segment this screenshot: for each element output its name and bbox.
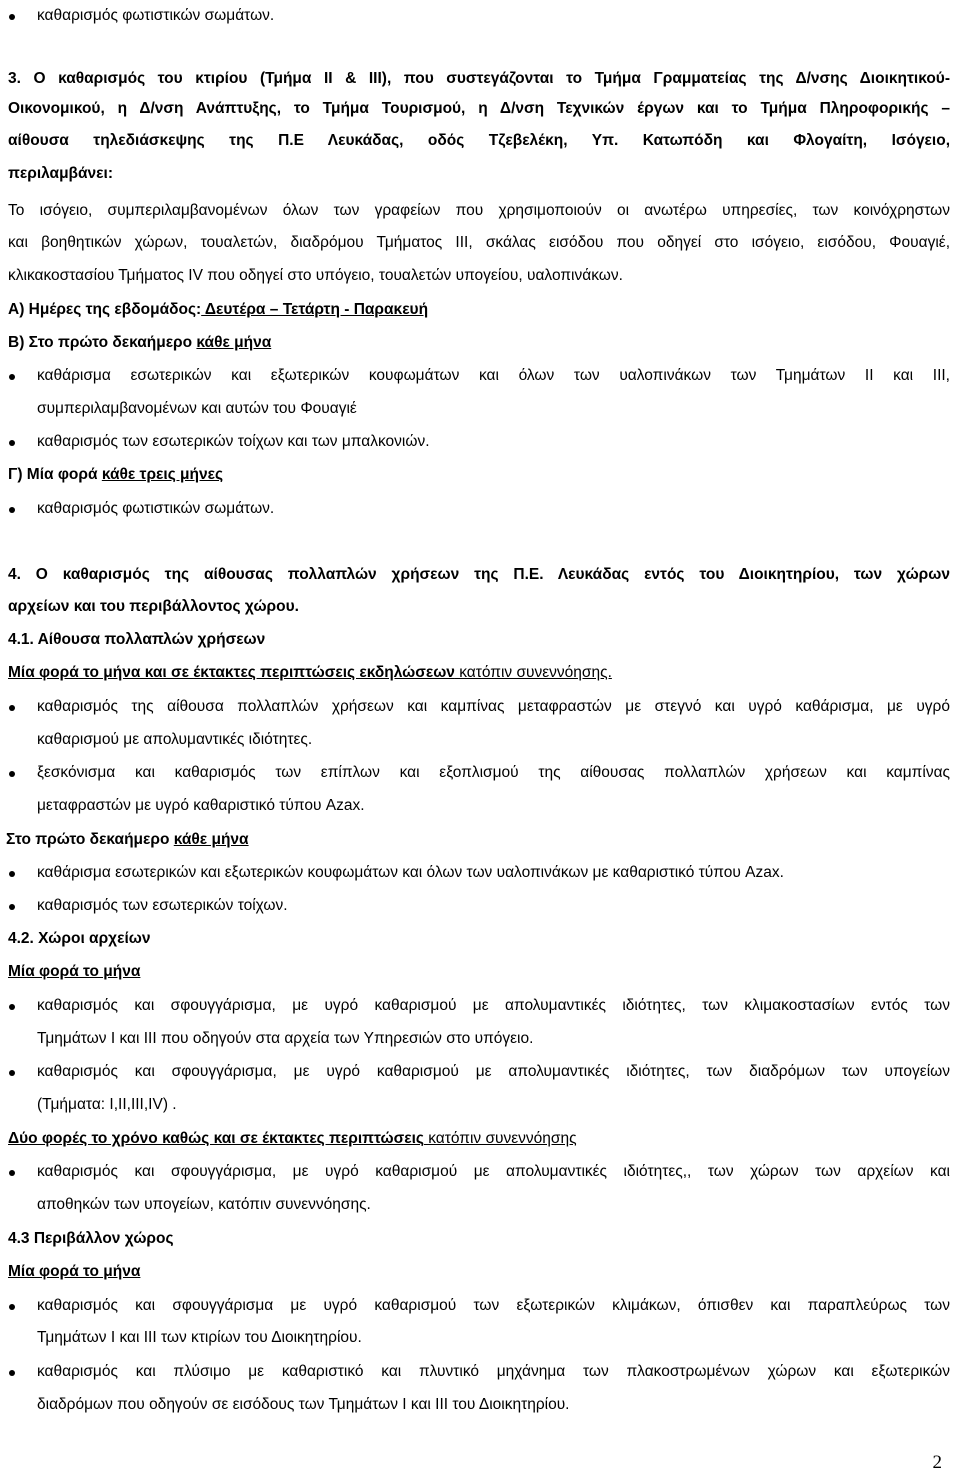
- bullet-icon: [9, 705, 15, 711]
- schedule-c-label: Γ) Μία φορά: [8, 466, 102, 483]
- frequency-label: Μία φορά το μήνα και σε έκτακτες περιπτώσεις εκδηλώσεων: [8, 664, 455, 681]
- list-item-continuation: Τμημάτων Ι και ΙΙΙ που οδηγούν στα αρχεία των Υπηρεσιών στο υπόγειο.: [37, 1030, 534, 1047]
- bullet-icon: [9, 771, 15, 777]
- list-item-continuation: (Τμήματα: Ι,ΙΙ,ΙΙΙ,ΙV) .: [37, 1096, 177, 1113]
- schedule-c-period: κάθε τρεις μήνες: [101, 466, 224, 483]
- list-item-continuation: αποθηκών των υπογείων, κατόπιν συνεννόησης.: [37, 1196, 371, 1213]
- page-number: 2: [932, 1452, 942, 1473]
- section-4-2-frequency-2: [8, 1129, 950, 1149]
- section-3-heading-line-2: Οικονομικού, η Δ/νση Ανάπτυξης, το Τμήμα Τουρισμού, η Δ/νση Τεχνικών έργων και το Τμήμα Πληροφορικής –: [8, 100, 950, 117]
- schedule-b-period: κάθε μήνα: [196, 334, 272, 351]
- bullet-icon: [9, 14, 15, 20]
- section-3-heading-line-3: αίθουσα τηλεδιάσκεψης της Π.Ε Λευκάδας, οδός Τζεβελέκη, Υπ. Κατωπόδη και Φλογαίτη, Ισόγειο,: [8, 132, 950, 149]
- list-item: καθαρισμός φωτιστικών σωμάτων.: [37, 500, 275, 517]
- bullet-icon: [9, 904, 15, 910]
- bullet-icon: [9, 374, 15, 380]
- schedule-b-heading: [8, 333, 950, 353]
- section-4-1-sub-heading: [6, 830, 950, 850]
- list-item-continuation: καθαρισμού με απολυμαντικές ιδιότητες.: [37, 731, 313, 748]
- schedule-a-heading: [8, 300, 950, 320]
- schedule-a-days: Δευτέρα – Τετάρτη - Παρακευή: [201, 301, 429, 318]
- schedule-a-label: Α) Ημέρες της εβδομάδος:: [8, 301, 202, 318]
- frequency-label: Δύο φορές το χρόνο καθώς και σε έκτακτες περιπτώσεις: [8, 1130, 424, 1147]
- list-item: καθαρισμός και σφουγγάρισμα, με υγρό καθαρισμού με απολυμαντικές ιδιότητες,, των χώρων των αρχείων και: [37, 1163, 950, 1180]
- section-4-heading-line-2: αρχείων και του περιβάλλοντος χώρου.: [8, 598, 299, 615]
- bullet-icon: [9, 1004, 15, 1010]
- section-4-1-frequency: [8, 663, 950, 683]
- sub-heading-label: Στο πρώτο δεκαήμερο: [6, 831, 174, 848]
- list-item: ξεσκόνισμα και καθαρισμός των επίπλων και εξοπλισμού της αίθουσας πολλαπλών χρήσεων και καμπίνας: [37, 764, 950, 781]
- list-item: καθαρισμός και σφουγγάρισμα, με υγρό καθαρισμού με απολυμαντικές ιδιότητες, των κλιμακοστασίων εντός των: [37, 997, 950, 1014]
- list-item: καθαρισμός και σφουγγάρισμα, με υγρό καθαρισμού με απολυμαντικές ιδιότητες, των διαδρόμων των υπογείων: [37, 1063, 950, 1080]
- bullet-icon: [9, 1070, 15, 1076]
- section-4-1-title: 4.1. Αίθουσα πολλαπλών χρήσεων: [8, 631, 266, 648]
- list-item: καθαρισμός των εσωτερικών τοίχων και των μπαλκονιών.: [37, 433, 430, 450]
- bullet-icon: [9, 1370, 15, 1376]
- section-3-heading-line-1: 3. Ο καθαρισμός του κτιρίου (Τμήμα ΙΙ & ΙΙΙ), που συστεγάζονται το Τμήμα Γραμματείας της Δ/νσης Διοικητικού-: [8, 70, 950, 87]
- list-item-continuation: Τμημάτων Ι και ΙΙΙ των κτιρίων του Διοικητηρίου.: [37, 1329, 362, 1346]
- list-item: καθαρισμός και σφουγγάρισμα με υγρό καθαρισμού των εξωτερικών κλιμάκων, όπισθεν και παραπλεύρως των: [37, 1297, 950, 1314]
- frequency-note: κατόπιν συνεννόησης: [423, 1130, 577, 1147]
- schedule-b-label: Β) Στο πρώτο δεκαήμερο: [8, 334, 197, 351]
- bullet-icon: [9, 1304, 15, 1310]
- list-item-continuation: διαδρόμων που οδηγούν σε εισόδους των Τμημάτων Ι και ΙΙΙ του Διοικητηρίου.: [37, 1396, 570, 1413]
- section-4-heading-line-1: 4. Ο καθαρισμός της αίθουσας πολλαπλών χρήσεων της Π.Ε. Λευκάδας εντός του Διοικητηρίου, των χώρων: [8, 566, 950, 583]
- bullet-icon: [9, 440, 15, 446]
- sub-heading-period: κάθε μήνα: [173, 831, 249, 848]
- list-item-continuation: μεταφραστών με υγρό καθαριστικό τύπου Azax.: [37, 797, 365, 814]
- list-item: καθαρισμός φωτιστικών σωμάτων.: [37, 7, 275, 24]
- section-4-2-title: 4.2. Χώροι αρχείων: [8, 930, 151, 947]
- bullet-icon: [9, 871, 15, 877]
- bullet-icon: [9, 1170, 15, 1176]
- section-4-2-frequency: Μία φορά το μήνα: [8, 963, 141, 980]
- section-3-heading-line-4: περιλαμβάνει:: [8, 165, 113, 182]
- list-item: καθάρισμα εσωτερικών και εξωτερικών κουφωμάτων και όλων των υαλοπινάκων των Τμημάτων ΙΙ και ΙΙΙ,: [37, 367, 950, 384]
- paragraph-line: κλικακοστασίου Τμήματος IV που οδηγεί στο υπόγειο, τουαλετών υπογείου, υαλοπινάκων.: [8, 267, 623, 284]
- section-4-3-title: 4.3 Περιβάλλον χώρος: [8, 1230, 174, 1247]
- frequency-note: κατόπιν συνεννόησης.: [454, 664, 612, 681]
- list-item: καθάρισμα εσωτερικών και εξωτερικών κουφωμάτων και όλων των υαλοπινάκων με καθαριστικό τύπου Azax.: [37, 864, 784, 881]
- section-4-3-frequency: Μία φορά το μήνα: [8, 1263, 141, 1280]
- list-item: καθαρισμός των εσωτερικών τοίχων.: [37, 897, 288, 914]
- list-item: καθαρισμός της αίθουσα πολλαπλών χρήσεων και καμπίνας μεταφραστών με στεγνό και υγρό καθάρισμα, με υγρό: [37, 698, 950, 715]
- paragraph-line: Το ισόγειο, συμπεριλαμβανομένων όλων των γραφείων που χρησιμοποιούν οι ανωτέρω υπηρεσίες, των κοινόχρηστων: [8, 202, 950, 219]
- bullet-icon: [9, 507, 15, 513]
- list-item: καθαρισμός και πλύσιμο με καθαριστικό και πλυντικό μηχάνημα των πλακοστρωμένων χώρων και εξωτερικών: [37, 1363, 950, 1380]
- schedule-c-heading: [8, 465, 950, 485]
- paragraph-line: και βοηθητικών χώρων, τουαλετών, διαδρόμου Τμήματος ΙΙΙ, σκάλας εισόδου που οδηγεί στο ισόγειο, εισόδου, Φουαγιέ,: [8, 234, 950, 251]
- list-item-continuation: συμπεριλαμβανομένων και αυτών του Φουαγιέ: [37, 400, 357, 417]
